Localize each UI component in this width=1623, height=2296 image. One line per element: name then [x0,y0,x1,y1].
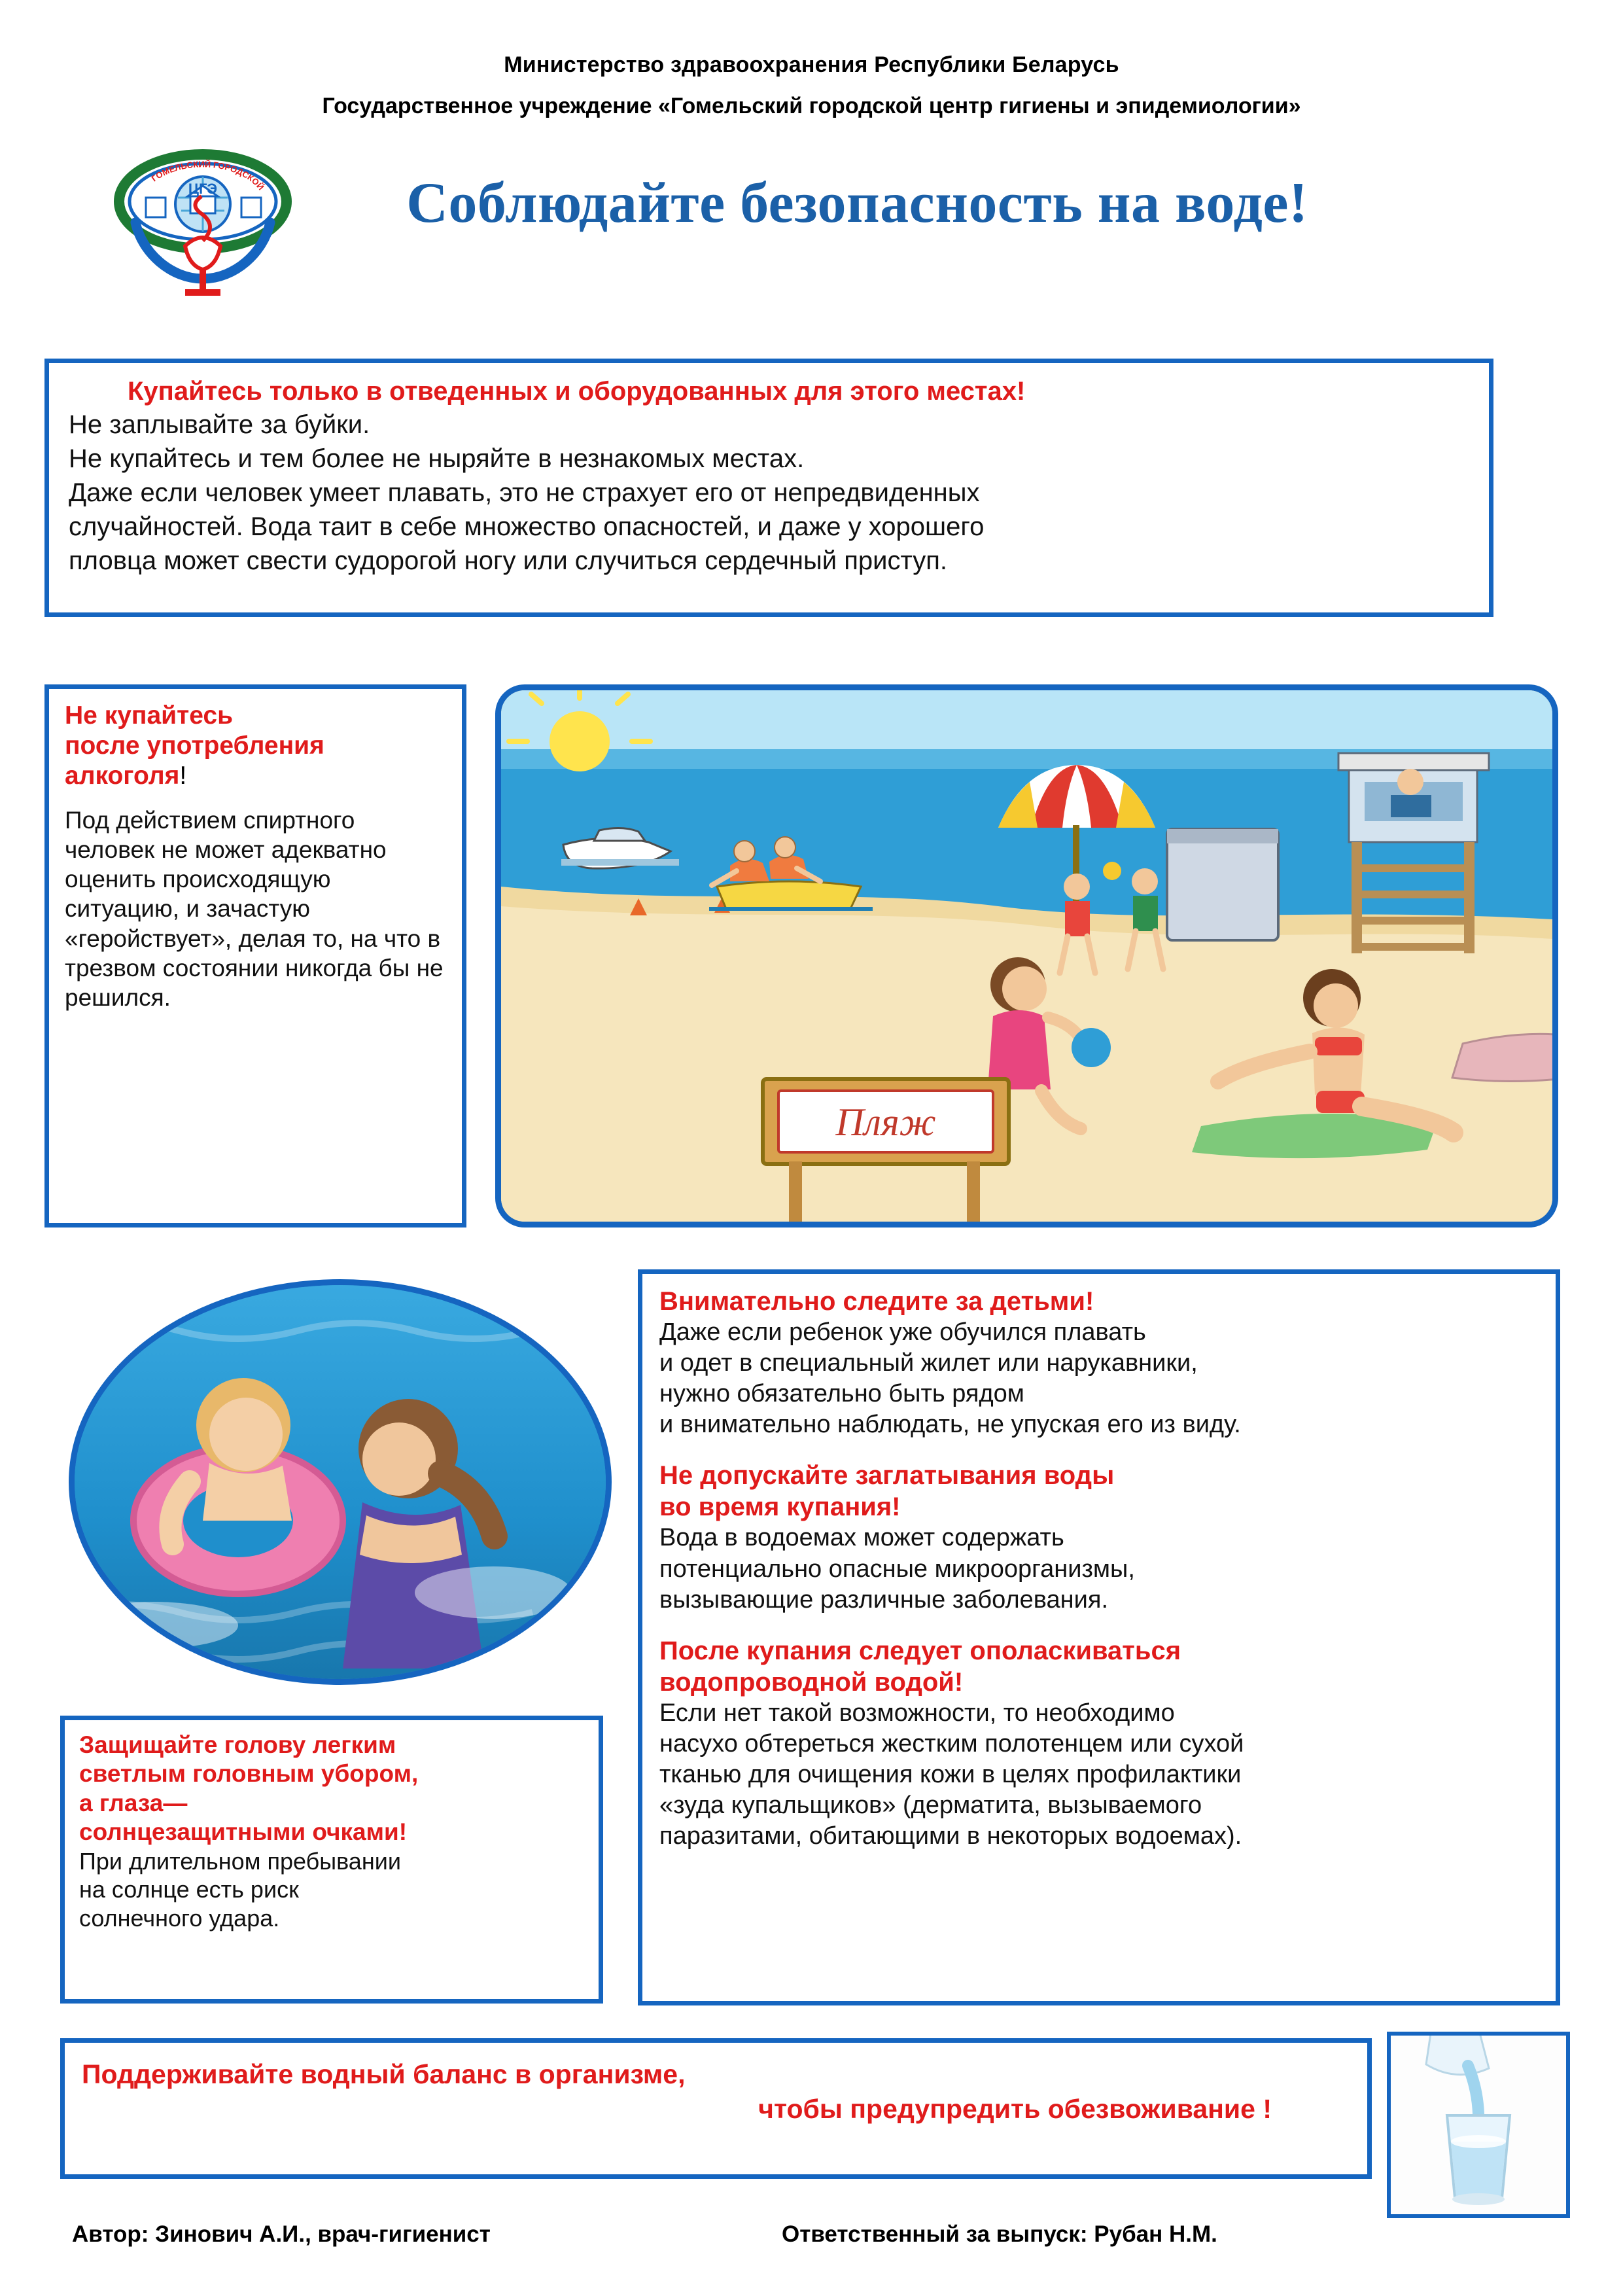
rule-box-head-protection [60,1716,603,2004]
box1-line-4: случайностей. Вода таит в себе множество опасностей, и даже у хорошего [69,512,985,542]
box2-heading-word: алкоголя [65,762,180,790]
box5-line-2: чтобы предупредить обезвоживание ! [758,2094,1272,2125]
box3-spacer-2 [659,1616,1541,1635]
box1-line-5: пловца может свести судорогой ногу или случиться сердечный приступ. [69,546,948,576]
footer-author: Автор: Зинович А.И., врач-гигиенист [72,2221,491,2247]
water-glass-photo [1387,2032,1570,2218]
box4-heading-line-1: Защищайте голову легким [79,1731,396,1758]
box4-text-line-1: При длительном пребывании [79,1847,401,1875]
box3-heading-1: Внимательно следите за детьми! [659,1287,1094,1316]
box2-text: Под действием спиртного человек не может адекватно оценить происходящую ситуацию, и зачастую «геройствует», делая то, на что в трезвом состоянии никогда бы не решился. [65,807,444,1011]
box3-p1-line-2: и одет в специальный жилет или нарукавники, [659,1349,1198,1377]
box3-p3-line-4: «зуда купальщиков» (дерматита, вызываемого [659,1792,1202,1820]
box3-p3-line-1: Если нет такой возможности, то необходимо [659,1699,1175,1727]
box3-p1-line-4: и внимательно наблюдать, не упуская его из виду. [659,1411,1241,1439]
svg-text:ЦГЭ: ЦГЭ [188,181,218,197]
box2-heading-line-1: Не купайтесь [65,701,234,730]
box2-heading-line-3 [65,761,449,791]
box3-p1-line-1: Даже если ребенок уже обучился плавать [659,1318,1146,1346]
beach-illustration [495,684,1558,1227]
box1-heading: Купайтесь только в отведенных и оборудованных для этого местах! [128,377,1026,406]
box4-heading-line-4: солнцезащитными очками! [79,1818,408,1846]
box3-p2-line-2: потенциально опасные микроорганизмы, [659,1555,1135,1583]
box1-line-3: Даже если человек умеет плавать, это не страхует его от непредвиденных [69,478,980,508]
footer-responsible: Ответственный за выпуск: Рубан Н.М. [782,2221,1217,2247]
pool-photo [69,1279,612,1685]
box3-heading-2-line-1: Не допускайте заглатывания воды [659,1461,1115,1491]
box4-text-line-3: солнечного удара. [79,1905,280,1932]
rule-box-designated-places [44,359,1493,617]
ministry-line-1: Министерство здравоохранения Республики Беларусь [504,52,1119,77]
box3-p1-line-3: нужно обязательно быть рядом [659,1380,1024,1408]
svg-text:ГОМЕЛЬСКИЙ ГОРОДСКОЙ: ГОМЕЛЬСКИЙ ГОРОДСКОЙ [149,159,266,192]
box2-heading-exclamation: ! [179,762,187,790]
box3-p3-line-5: паразитами, обитающими в некоторых водоемах). [659,1822,1242,1850]
box5-line-1: Поддерживайте водный баланс в организме, [82,2059,686,2089]
box1-line-2: Не купайтесь и тем более не ныряйте в незнакомых местах. [69,444,805,474]
poster-header [0,39,1623,340]
box3-heading-3-line-2: водопроводной водой! [659,1667,964,1697]
box4-text-line-2: на солнце есть риск [79,1876,299,1903]
box2-heading-line-2: после употребления [65,732,324,760]
cge-logo-icon [108,124,298,314]
changing-cabin [1167,829,1278,940]
rule-box-water-balance [60,2038,1372,2179]
box3-p3-line-2: насухо обтереться жестким полотенцем или сухой [659,1729,1244,1757]
box3-heading-2-line-2: во время купания! [659,1492,901,1522]
box3-p2-line-1: Вода в водоемах может содержать [659,1524,1064,1552]
box4-heading-line-2: светлым головным убором, [79,1760,419,1788]
box4-heading-line-3: а глаза— [79,1789,188,1816]
box3-p2-line-3: вызывающие различные заболевания. [659,1585,1109,1614]
rule-box-children-and-water [638,1269,1560,2005]
page-title: Соблюдайте безопасность на воде! [406,171,1308,235]
box1-line-1: Не заплывайте за буйки. [69,410,370,440]
rule-box-alcohol [44,684,466,1227]
box3-spacer-1 [659,1440,1541,1460]
box3-heading-3-line-1: После купания следует ополаскиваться [659,1636,1181,1665]
beach-sign-label: Пляж [835,1101,936,1144]
box3-p3-line-3: тканью для очищения кожи в целях профилактики [659,1760,1242,1788]
ministry-line-2: Государственное учреждение «Гомельский городской центр гигиены и эпидемиологии» [322,94,1301,118]
